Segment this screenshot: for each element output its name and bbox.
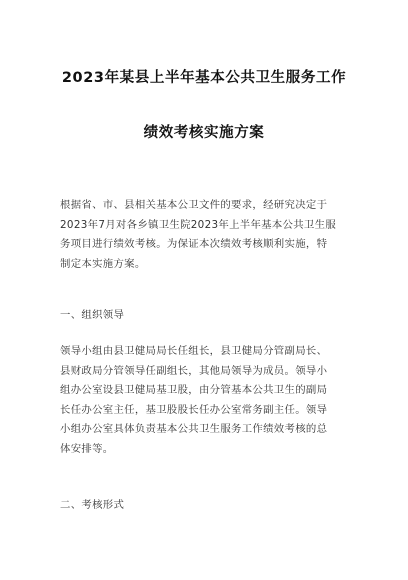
document-title-line-2: 绩效考核实施方案 <box>143 125 265 141</box>
document-title-line-1: 2023年某县上半年基本公共卫生服务工作 <box>61 70 347 86</box>
intro-line: 根据省、市、县相关基本公卫文件的要求，经研究决定于 <box>60 199 328 211</box>
organization-line: 长任办公室主任，基卫股股长任办公室常务副主任。领导 <box>60 403 328 416</box>
intro-line: 务项目进行绩效考核。为保证本次绩效考核顺利实施，特 <box>60 238 328 251</box>
organization-line: 体安排等。 <box>60 442 114 455</box>
organization-line: 领导小组由县卫健局局长任组长，县卫健局分管副局长、 <box>60 345 328 357</box>
section-heading-text: 二、考核形式 <box>60 499 125 511</box>
organization-line: 组办公室设县卫健局基卫股，由分管基本公共卫生的副局 <box>60 384 328 397</box>
organization-line: 县财政局分管领导任副组长，其他局领导为成员。领导小 <box>60 364 328 377</box>
organization-paragraph <box>60 342 360 460</box>
intro-line: 制定本实施方案。 <box>60 257 146 270</box>
intro-line: 2023年7月对各乡镇卫生院2023年上半年基本公共卫生服 <box>60 218 337 231</box>
section-heading-text: 一、组织领导 <box>60 309 125 321</box>
section-heading-assessment-form <box>60 496 360 516</box>
organization-line: 小组办公室具体负责基本公共卫生服务工作绩效考核的总 <box>60 423 328 436</box>
intro-paragraph <box>60 196 360 274</box>
section-heading-organization <box>60 306 360 326</box>
